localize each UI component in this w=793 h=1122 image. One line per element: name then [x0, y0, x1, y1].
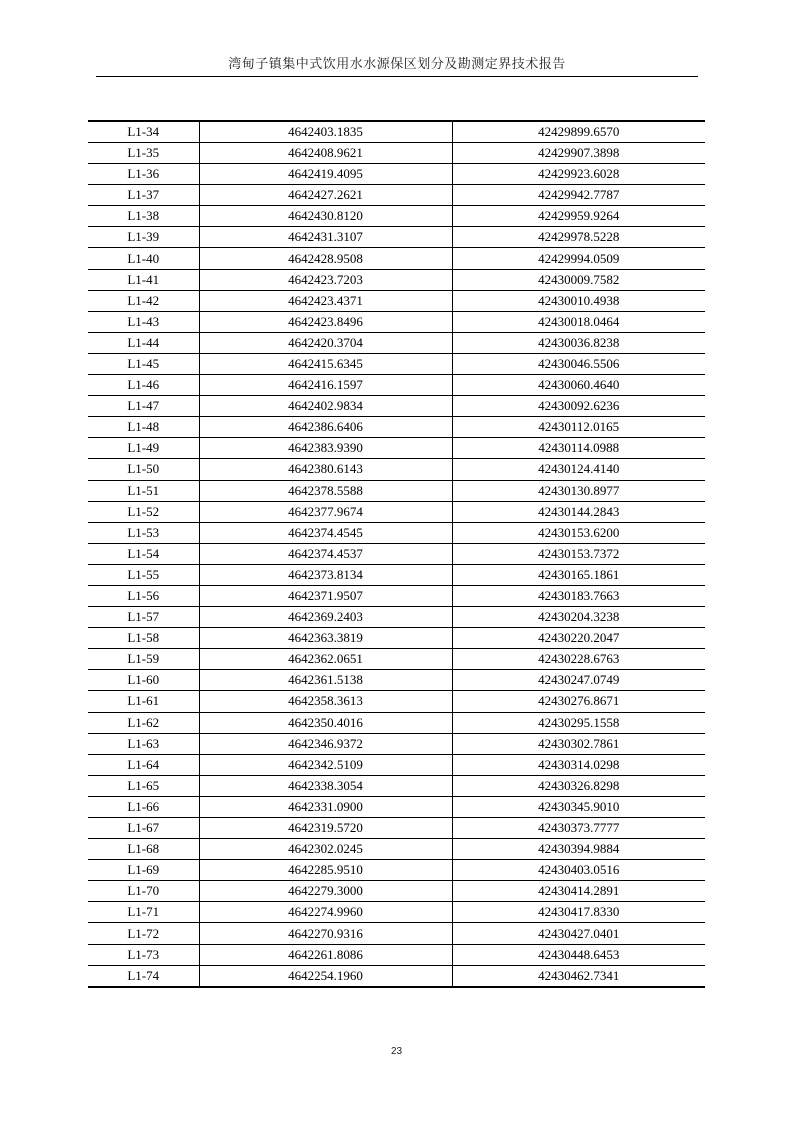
x-coordinate-cell: 4642423.8496 [199, 311, 452, 332]
y-coordinate-cell: 42430183.7663 [452, 585, 705, 606]
point-id-cell: L1-58 [88, 628, 199, 649]
table-row [88, 121, 705, 143]
table-row [88, 670, 705, 691]
table-row [88, 311, 705, 332]
x-coordinate-cell: 4642361.5138 [199, 670, 452, 691]
table-row [88, 902, 705, 923]
table-row [88, 501, 705, 522]
point-id-cell: L1-70 [88, 881, 199, 902]
point-id-cell: L1-51 [88, 480, 199, 501]
table-row [88, 459, 705, 480]
x-coordinate-cell: 4642362.0651 [199, 649, 452, 670]
x-coordinate-cell: 4642402.9834 [199, 396, 452, 417]
x-coordinate-cell: 4642358.3613 [199, 691, 452, 712]
point-id-cell: L1-42 [88, 290, 199, 311]
point-id-cell: L1-73 [88, 944, 199, 965]
table-row [88, 438, 705, 459]
point-id-cell: L1-67 [88, 818, 199, 839]
y-coordinate-cell: 42430092.6236 [452, 396, 705, 417]
y-coordinate-cell: 42430373.7777 [452, 818, 705, 839]
point-id-cell: L1-49 [88, 438, 199, 459]
y-coordinate-cell: 42430046.5506 [452, 353, 705, 374]
point-id-cell: L1-54 [88, 543, 199, 564]
y-coordinate-cell: 42430009.7582 [452, 269, 705, 290]
y-coordinate-cell: 42430018.0464 [452, 311, 705, 332]
table-row [88, 290, 705, 311]
x-coordinate-cell: 4642254.1960 [199, 965, 452, 987]
x-coordinate-cell: 4642430.8120 [199, 206, 452, 227]
table-row [88, 944, 705, 965]
x-coordinate-cell: 4642274.9960 [199, 902, 452, 923]
point-id-cell: L1-45 [88, 353, 199, 374]
table-row [88, 543, 705, 564]
x-coordinate-cell: 4642408.9621 [199, 143, 452, 164]
point-id-cell: L1-34 [88, 121, 199, 143]
table-row [88, 248, 705, 269]
y-coordinate-cell: 42430314.0298 [452, 754, 705, 775]
x-coordinate-cell: 4642416.1597 [199, 375, 452, 396]
y-coordinate-cell: 42430144.2843 [452, 501, 705, 522]
table-row [88, 796, 705, 817]
point-id-cell: L1-39 [88, 227, 199, 248]
x-coordinate-cell: 4642374.4537 [199, 543, 452, 564]
x-coordinate-cell: 4642423.7203 [199, 269, 452, 290]
coordinate-table-body [88, 121, 705, 987]
point-id-cell: L1-71 [88, 902, 199, 923]
point-id-cell: L1-53 [88, 522, 199, 543]
table-row [88, 522, 705, 543]
y-coordinate-cell: 42429923.6028 [452, 164, 705, 185]
point-id-cell: L1-46 [88, 375, 199, 396]
point-id-cell: L1-69 [88, 860, 199, 881]
y-coordinate-cell: 42430060.4640 [452, 375, 705, 396]
y-coordinate-cell: 42429942.7787 [452, 185, 705, 206]
point-id-cell: L1-59 [88, 649, 199, 670]
y-coordinate-cell: 42430403.0516 [452, 860, 705, 881]
table-row [88, 923, 705, 944]
point-id-cell: L1-63 [88, 733, 199, 754]
y-coordinate-cell: 42430010.4938 [452, 290, 705, 311]
x-coordinate-cell: 4642342.5109 [199, 754, 452, 775]
y-coordinate-cell: 42429978.5228 [452, 227, 705, 248]
point-id-cell: L1-74 [88, 965, 199, 987]
y-coordinate-cell: 42430220.2047 [452, 628, 705, 649]
x-coordinate-cell: 4642270.9316 [199, 923, 452, 944]
table-row [88, 143, 705, 164]
page-number: 23 [390, 1046, 403, 1057]
y-coordinate-cell: 42430247.0749 [452, 670, 705, 691]
y-coordinate-cell: 42430295.1558 [452, 712, 705, 733]
table-row [88, 164, 705, 185]
x-coordinate-cell: 4642403.1835 [199, 121, 452, 143]
table-row [88, 965, 705, 987]
x-coordinate-cell: 4642419.4095 [199, 164, 452, 185]
point-id-cell: L1-44 [88, 332, 199, 353]
point-id-cell: L1-37 [88, 185, 199, 206]
x-coordinate-cell: 4642285.9510 [199, 860, 452, 881]
y-coordinate-cell: 42430228.6763 [452, 649, 705, 670]
point-id-cell: L1-35 [88, 143, 199, 164]
y-coordinate-cell: 42430204.3238 [452, 607, 705, 628]
table-row [88, 628, 705, 649]
point-id-cell: L1-40 [88, 248, 199, 269]
point-id-cell: L1-68 [88, 839, 199, 860]
point-id-cell: L1-65 [88, 775, 199, 796]
x-coordinate-cell: 4642302.0245 [199, 839, 452, 860]
x-coordinate-cell: 4642279.3000 [199, 881, 452, 902]
table-row [88, 818, 705, 839]
y-coordinate-cell: 42430345.9010 [452, 796, 705, 817]
table-row [88, 585, 705, 606]
y-coordinate-cell: 42430276.8671 [452, 691, 705, 712]
y-coordinate-cell: 42430153.6200 [452, 522, 705, 543]
table-row [88, 353, 705, 374]
table-row [88, 206, 705, 227]
x-coordinate-cell: 4642378.5588 [199, 480, 452, 501]
table-row [88, 269, 705, 290]
x-coordinate-cell: 4642373.8134 [199, 564, 452, 585]
y-coordinate-cell: 42430165.1861 [452, 564, 705, 585]
table-row [88, 185, 705, 206]
x-coordinate-cell: 4642338.3054 [199, 775, 452, 796]
table-row [88, 417, 705, 438]
table-row [88, 881, 705, 902]
y-coordinate-cell: 42430153.7372 [452, 543, 705, 564]
y-coordinate-cell: 42429899.6570 [452, 121, 705, 143]
x-coordinate-cell: 4642420.3704 [199, 332, 452, 353]
x-coordinate-cell: 4642386.6406 [199, 417, 452, 438]
y-coordinate-cell: 42430326.8298 [452, 775, 705, 796]
x-coordinate-cell: 4642319.5720 [199, 818, 452, 839]
y-coordinate-cell: 42430036.8238 [452, 332, 705, 353]
x-coordinate-cell: 4642369.2403 [199, 607, 452, 628]
y-coordinate-cell: 42430130.8977 [452, 480, 705, 501]
x-coordinate-cell: 4642380.6143 [199, 459, 452, 480]
point-id-cell: L1-47 [88, 396, 199, 417]
table-row [88, 712, 705, 733]
y-coordinate-cell: 42430112.0165 [452, 417, 705, 438]
table-row [88, 775, 705, 796]
point-id-cell: L1-57 [88, 607, 199, 628]
page-header-title: 湾甸子镇集中式饮用水水源保区划分及勘测定界技术报告 [228, 57, 566, 72]
x-coordinate-cell: 4642377.9674 [199, 501, 452, 522]
table-row [88, 332, 705, 353]
point-id-cell: L1-52 [88, 501, 199, 522]
coordinate-table [88, 120, 705, 988]
point-id-cell: L1-66 [88, 796, 199, 817]
y-coordinate-cell: 42429994.0509 [452, 248, 705, 269]
point-id-cell: L1-62 [88, 712, 199, 733]
x-coordinate-cell: 4642346.9372 [199, 733, 452, 754]
y-coordinate-cell: 42430417.8330 [452, 902, 705, 923]
coordinate-table-container [88, 120, 705, 988]
point-id-cell: L1-50 [88, 459, 199, 480]
x-coordinate-cell: 4642331.0900 [199, 796, 452, 817]
x-coordinate-cell: 4642415.6345 [199, 353, 452, 374]
y-coordinate-cell: 42430414.2891 [452, 881, 705, 902]
table-row [88, 649, 705, 670]
point-id-cell: L1-72 [88, 923, 199, 944]
table-row [88, 607, 705, 628]
y-coordinate-cell: 42430124.4140 [452, 459, 705, 480]
x-coordinate-cell: 4642428.9508 [199, 248, 452, 269]
x-coordinate-cell: 4642374.4545 [199, 522, 452, 543]
y-coordinate-cell: 42430114.0988 [452, 438, 705, 459]
y-coordinate-cell: 42429907.3898 [452, 143, 705, 164]
y-coordinate-cell: 42430448.6453 [452, 944, 705, 965]
y-coordinate-cell: 42430427.0401 [452, 923, 705, 944]
table-row [88, 839, 705, 860]
point-id-cell: L1-55 [88, 564, 199, 585]
x-coordinate-cell: 4642427.2621 [199, 185, 452, 206]
point-id-cell: L1-61 [88, 691, 199, 712]
point-id-cell: L1-36 [88, 164, 199, 185]
point-id-cell: L1-64 [88, 754, 199, 775]
table-row [88, 375, 705, 396]
y-coordinate-cell: 42429959.9264 [452, 206, 705, 227]
table-row [88, 227, 705, 248]
point-id-cell: L1-48 [88, 417, 199, 438]
x-coordinate-cell: 4642371.9507 [199, 585, 452, 606]
x-coordinate-cell: 4642261.8086 [199, 944, 452, 965]
table-row [88, 691, 705, 712]
header-rule [96, 76, 698, 77]
point-id-cell: L1-38 [88, 206, 199, 227]
point-id-cell: L1-60 [88, 670, 199, 691]
table-row [88, 480, 705, 501]
y-coordinate-cell: 42430302.7861 [452, 733, 705, 754]
y-coordinate-cell: 42430394.9884 [452, 839, 705, 860]
table-row [88, 860, 705, 881]
y-coordinate-cell: 42430462.7341 [452, 965, 705, 987]
x-coordinate-cell: 4642431.3107 [199, 227, 452, 248]
x-coordinate-cell: 4642363.3819 [199, 628, 452, 649]
x-coordinate-cell: 4642423.4371 [199, 290, 452, 311]
table-row [88, 564, 705, 585]
x-coordinate-cell: 4642383.9390 [199, 438, 452, 459]
table-row [88, 396, 705, 417]
point-id-cell: L1-43 [88, 311, 199, 332]
point-id-cell: L1-41 [88, 269, 199, 290]
table-row [88, 754, 705, 775]
point-id-cell: L1-56 [88, 585, 199, 606]
table-row [88, 733, 705, 754]
x-coordinate-cell: 4642350.4016 [199, 712, 452, 733]
